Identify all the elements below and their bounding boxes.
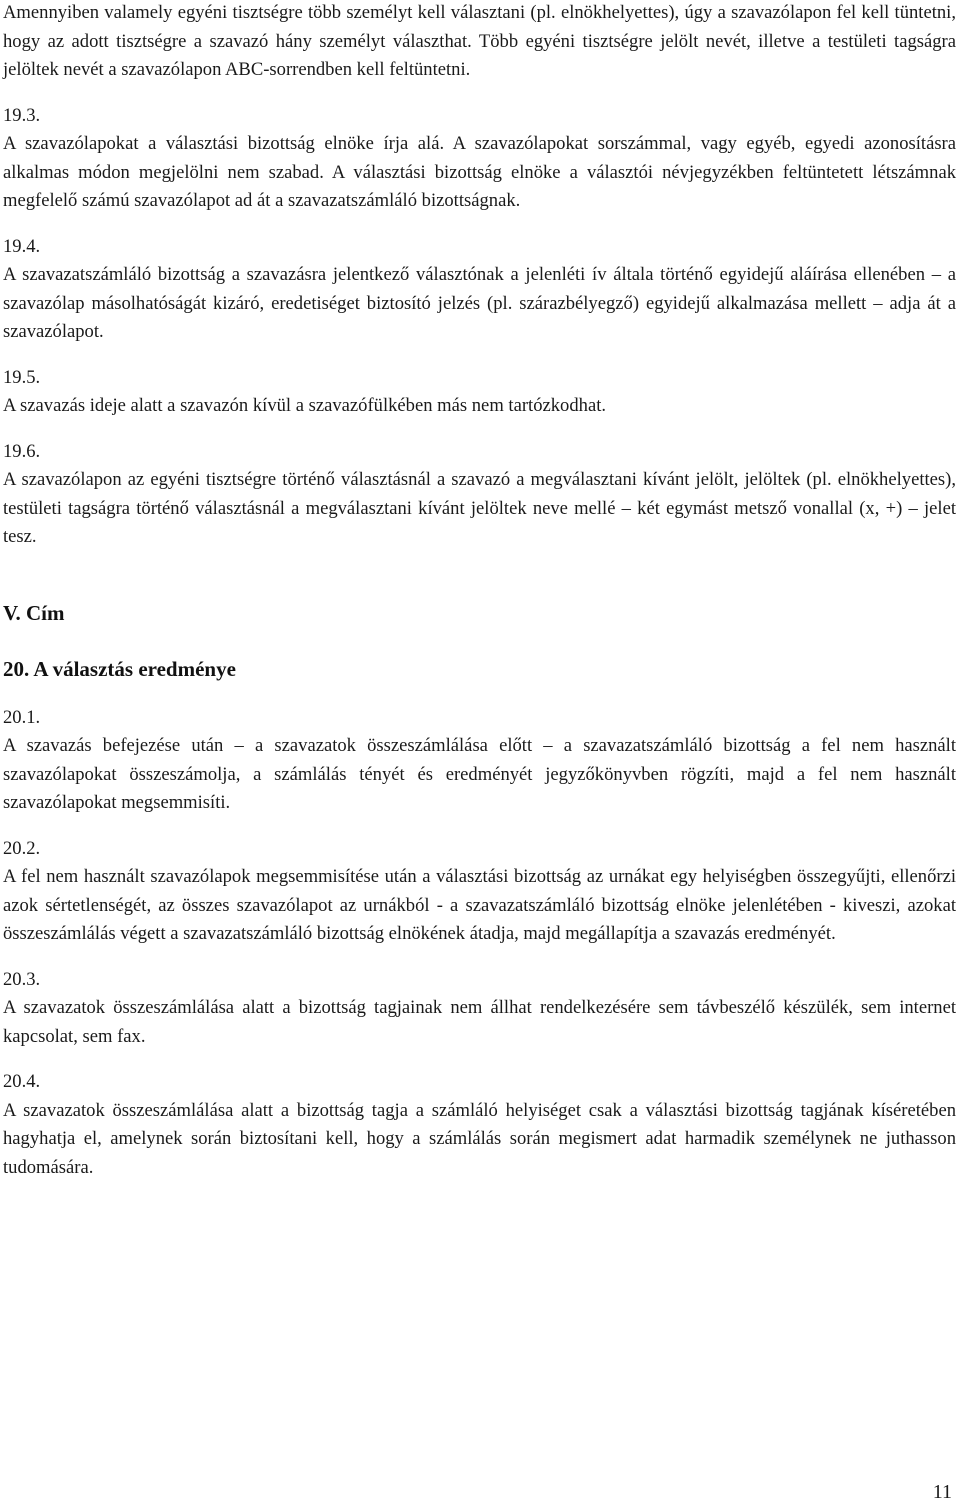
section-number: 19.6.	[3, 440, 41, 462]
section-19-5	[3, 364, 956, 421]
section-number: 20.4.	[3, 1071, 41, 1092]
section-number: 19.3.	[3, 104, 41, 126]
intro-paragraph: Amennyiben valamely egyéni tisztségre több személyt kell választani (pl. elnökhelyettes), úgy a szavazólapon fel kell tüntetni, hogy az adott tisztségre a szavazó hány személyt választhat. Több egyéni tisztségre jelölt nevét, illetve a testületi tagságra jelöltek nevét a szavazólapon ABC-sorrendben kell feltüntetni.	[3, 2, 956, 80]
chapter-title: 20. A választás eredménye	[3, 656, 236, 681]
section-20-2	[3, 835, 956, 949]
section-20-3	[3, 966, 956, 1052]
section-text: A szavazólapokat a választási bizottság elnöke írja alá. A szavazólapokat sorszámmal, vagy egyéb, egyedi azonosításra alkalmas módon megjelölni nem szabad. A választási bizottság elnöke a választói névjegyzékben feltüntetett létszámnak megfelelő számú szavazólapot ad át a szavazatszámláló bizottságnak.	[3, 133, 956, 211]
section-number: 19.4.	[3, 235, 41, 257]
section-text: A szavazatszámláló bizottság a szavazásra jelentkező választónak a jelenléti ív általa történő egyidejű aláírása ellenében – a szavazólap másolhatóságát kizáró, eredetiséget biztosító jelzés (pl. szárazbélyegző) egyidejű alkalmazása mellett – adja át a szavazólapot.	[3, 264, 956, 342]
section-20-1	[3, 704, 956, 818]
section-number: 19.5.	[3, 366, 41, 388]
section-text: A szavazatok összeszámlálása alatt a bizottság tagja a számláló helyiséget csak a választási bizottság tagjának kíséretében hagyhatja el, amelynek során biztosítani kell, hogy a számlálás során megismert adat harmadik személynek ne juthasson tudomására.	[3, 1099, 956, 1178]
section-text: A szavazás ideje alatt a szavazón kívül a szavazófülkében más nem tartózkodhat.	[3, 395, 607, 416]
section-text: A szavazatok összeszámlálása alatt a bizottság tagjainak nem állhat rendelkezésére sem távbeszélő készülék, sem internet kapcsolat, sem fax.	[3, 997, 956, 1047]
section-number: 20.3.	[3, 968, 41, 990]
section-number: 20.2.	[3, 837, 41, 859]
section-number: 20.1.	[3, 706, 41, 728]
section-text: A szavazólapon az egyéni tisztségre történő választásnál a szavazó a megválasztani kívánt jelölt, jelöltek (pl. elnökhelyettes), testületi tagságra történő választásnál a megválasztani kívánt jelöltek neve mellé – két egymást metsző vonallal (x, +) – jelet tesz.	[3, 469, 956, 547]
section-19-4	[3, 233, 956, 347]
section-19-6	[3, 438, 956, 552]
title-cim: V. Cím	[3, 600, 65, 625]
section-20-4	[3, 1068, 956, 1182]
section-text: A fel nem használt szavazólapok megsemmisítése után a választási bizottság az urnákat egy helyiségben összegyűjti, ellenőrzi azok sértetlenségét, az összes szavazólapot az urnákból - a szavazatszámláló bizottság elnöke jelenlétében - kiveszi, azokat összeszámlálás végett a szavazatszámláló bizottság elnökének átadja, majd megállapítja a szavazás eredményét.	[3, 866, 956, 944]
document-page	[3, 0, 956, 1199]
section-text: A szavazás befejezése után – a szavazatok összeszámlálása előtt – a szavazatszámláló bizottság a fel nem használt szavazólapokat összeszámolja, a számlálás tényét és eredményét jegyzőkönyvben rögzíti, majd a fel nem használt szavazólapokat megsemmisíti.	[3, 735, 956, 813]
page-number: 11	[932, 1481, 952, 1503]
section-19-3	[3, 102, 956, 216]
